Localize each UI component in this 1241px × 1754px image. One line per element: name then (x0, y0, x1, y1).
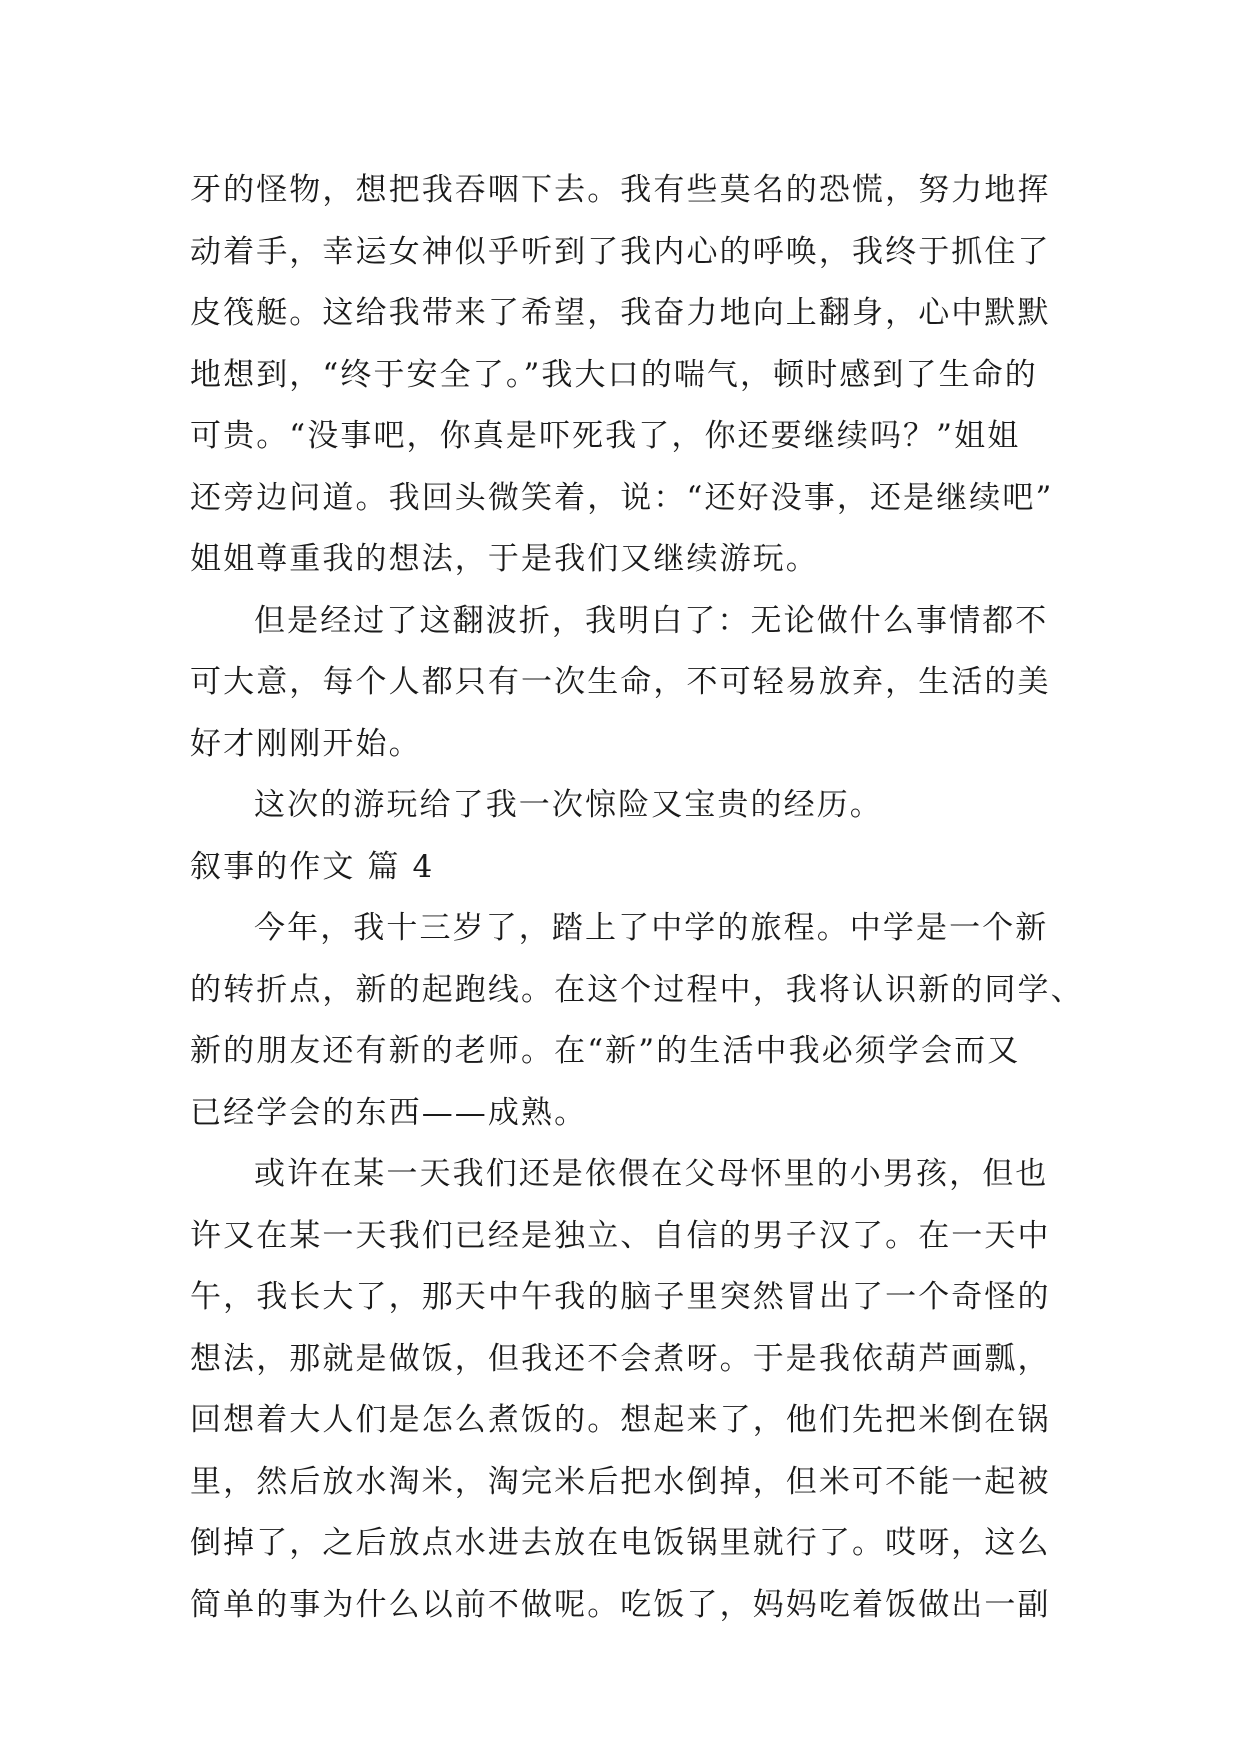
paragraph-first-line: 但是经过了这翻波折，我明白了：无论做什么事情都不 (254, 602, 1049, 639)
text-line: 午，我长大了，那天中午我的脑子里突然冒出了一个奇怪的 (190, 1279, 1051, 1315)
text-line: 的转折点，新的起跑线。在这个过程中，我将认识新的同学、 (190, 971, 1084, 1008)
text-line: 已经学会的东西——成熟。 (190, 1094, 588, 1131)
text-line: 里，然后放水淘米，淘完米后把水倒掉，但米可不能一起被 (190, 1463, 1051, 1500)
text-line: 简单的事为什么以前不做呢。吃饭了，妈妈吃着饭做出一副 (190, 1586, 1051, 1623)
paragraph-first-line: 这次的游玩给了我一次惊险又宝贵的经历。 (254, 787, 883, 823)
text-line: 许又在某一天我们已经是独立、自信的男子汉了。在一天中 (190, 1217, 1051, 1254)
text-line: 可大意，每个人都只有一次生命，不可轻易放弃，生活的美 (190, 664, 1051, 700)
text-line: 回想着大人们是怎么煮饭的。想起来了，他们先把米倒在锅 (190, 1402, 1051, 1438)
text-line: 动着手，幸运女神似乎听到了我内心的呼唤，我终于抓住了 (190, 233, 1051, 270)
text-line: 新的朋友还有新的老师。在“新”的生活中我必须学会而又 (190, 1033, 1021, 1069)
text-line: 姐姐尊重我的想法，于是我们又继续游玩。 (190, 541, 819, 577)
text-line: 好才刚刚开始。 (190, 725, 422, 762)
text-line: 可贵。“没事吧，你真是吓死我了，你还要继续吗？”姐姐 (190, 418, 1021, 454)
text-line: 还旁边问道。我回头微笑着，说：“还好没事，还是继续吧” (190, 479, 1054, 516)
text-line: 皮筏艇。这给我带来了希望，我奋力地向上翻身，心中默默 (190, 295, 1051, 331)
text-line: 地想到，“终于安全了。”我大口的喘气，顿时感到了生命的 (190, 356, 1038, 393)
text-line: 牙的怪物，想把我吞咽下去。我有些莫名的恐慌，努力地挥 (190, 172, 1051, 208)
document-page (190, 160, 1084, 1636)
paragraph-first-line: 或许在某一天我们还是依偎在父母怀里的小男孩，但也 (254, 1156, 1049, 1192)
text-line: 想法，那就是做饭，但我还不会煮呀。于是我依葫芦画瓢， (190, 1340, 1051, 1377)
paragraph-first-line: 今年，我十三岁了，踏上了中学的旅程。中学是一个新 (254, 910, 1049, 946)
section-heading: 叙事的作文 篇 4 (190, 848, 435, 885)
text-line: 倒掉了，之后放点水进去放在电饭锅里就行了。哎呀，这么 (190, 1525, 1051, 1561)
